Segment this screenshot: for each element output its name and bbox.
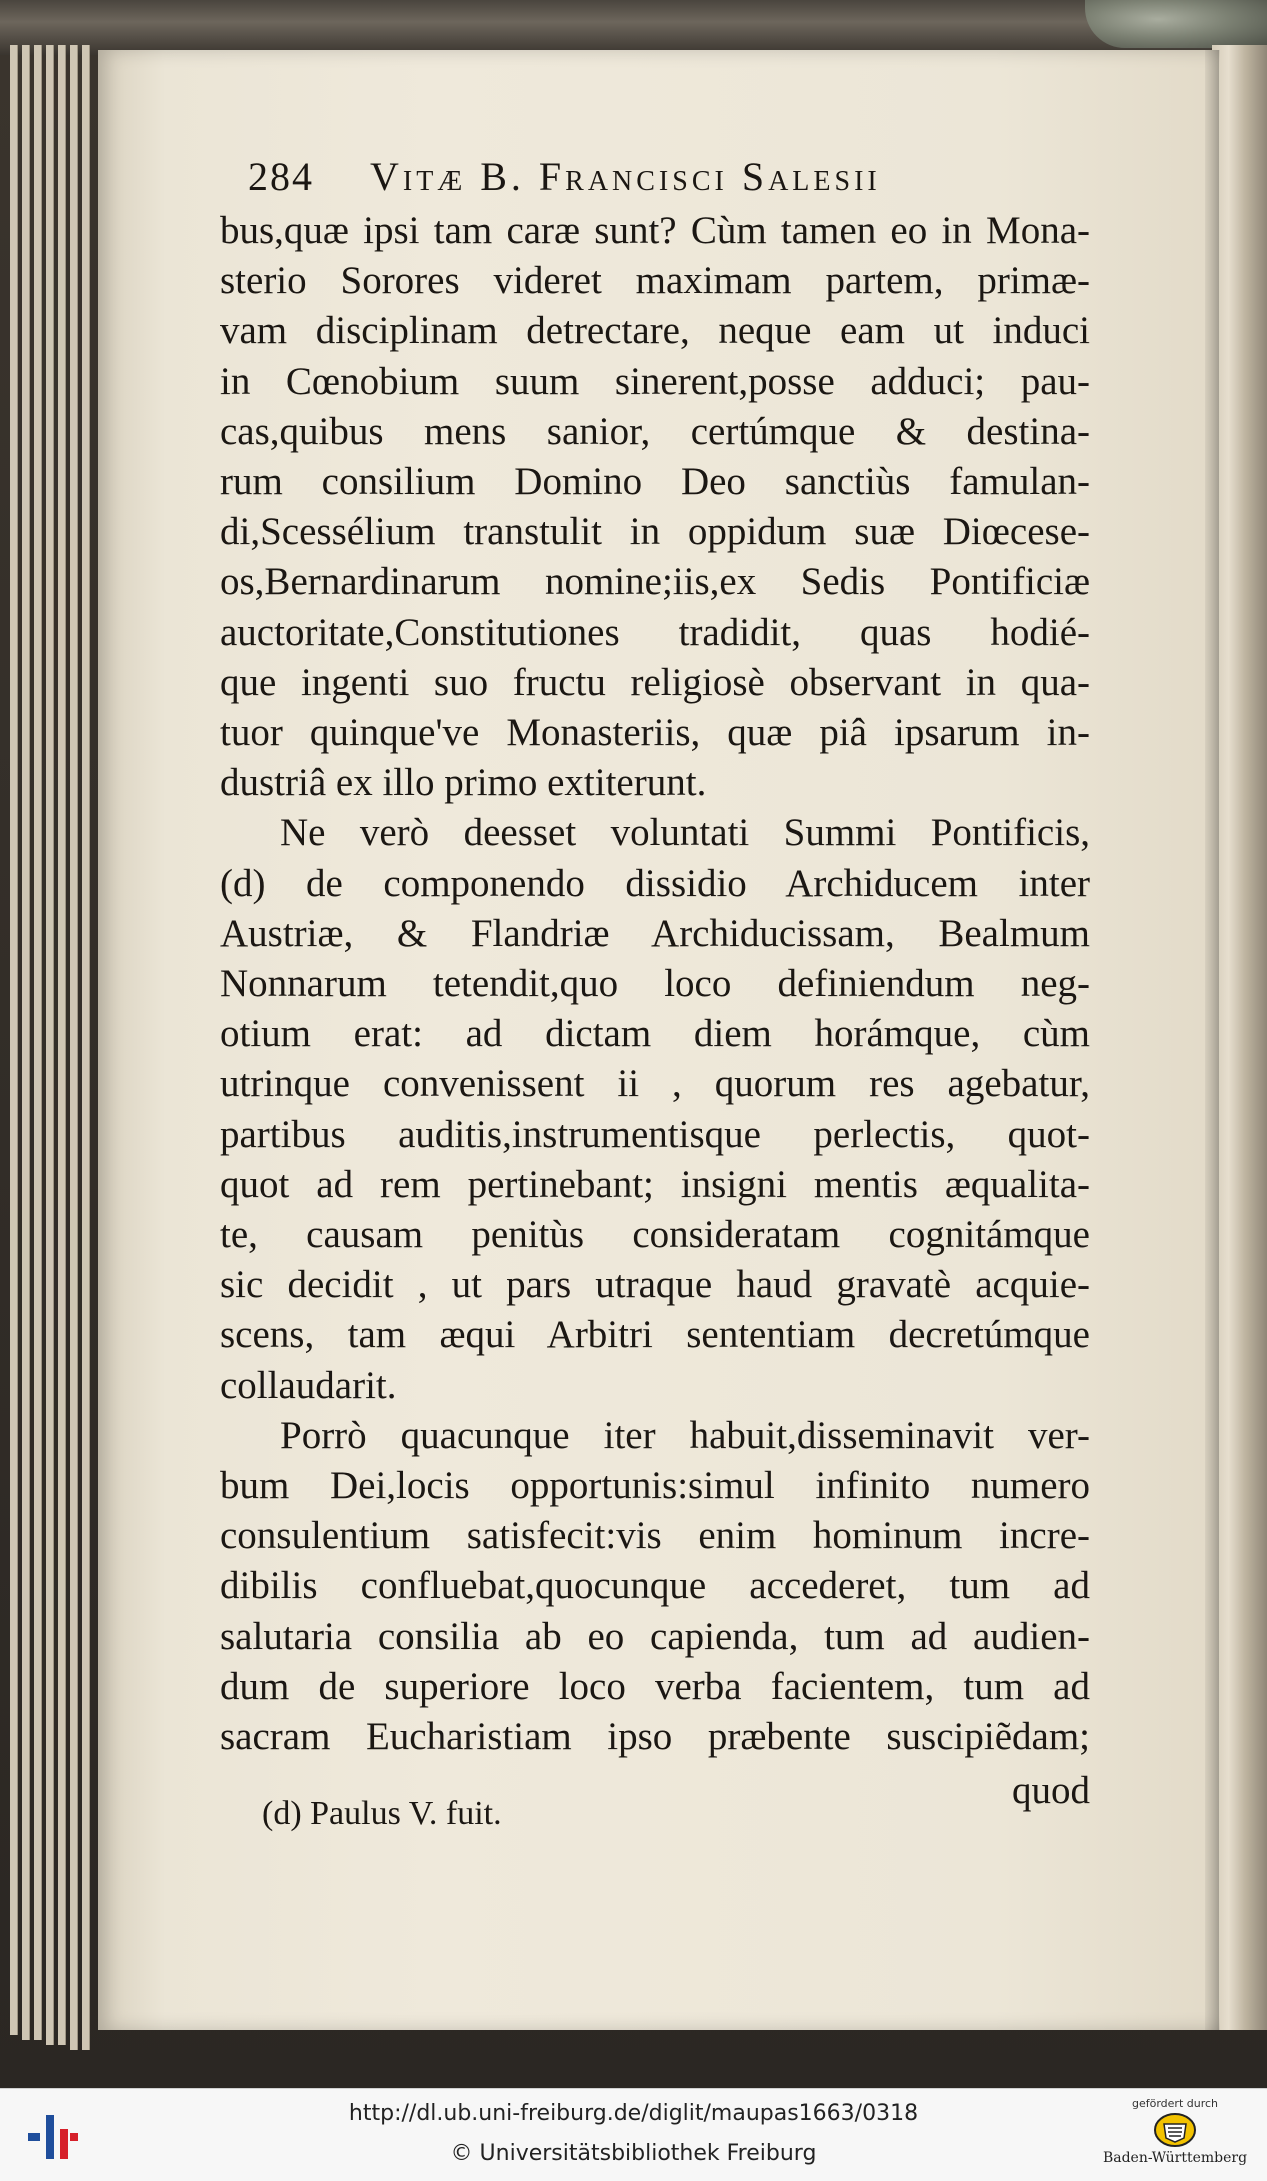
catchword: quod xyxy=(1012,1769,1090,1813)
text-line: auctoritate,Constitutiones tradidit, quas hodié- xyxy=(220,610,1090,654)
text-line: cas,quibus mens sanior, certúmque & destina- xyxy=(220,409,1090,453)
funder-name: Baden-Württemberg xyxy=(1102,2150,1248,2166)
page-edge xyxy=(58,45,66,2045)
text-line: scens, tam æqui Arbitri sententiam decretúmque xyxy=(220,1313,1090,1357)
text-line: sacram Eucharistiam ipso præbente suscipiẽdam; xyxy=(220,1715,1090,1759)
book-clasp xyxy=(1085,0,1267,48)
text-line: (d) de componendo dissidio Archiducem inter xyxy=(220,861,1090,905)
text-line: bus,quæ ipsi tam caræ sunt? Cùm tamen eo in Mona- xyxy=(220,209,1090,252)
text-line: collaudarit. xyxy=(220,1363,397,1407)
text-line: Porrò quacunque iter habuit,disseminavit ver- xyxy=(280,1413,1090,1457)
state-seal-icon xyxy=(1154,2112,1196,2148)
text-line: os,Bernardinarum nomine;iis,ex Sedis Pontificiæ xyxy=(220,560,1090,604)
text-line: que ingenti suo fructu religiosè observant in qua- xyxy=(220,660,1090,704)
text-line: dibilis confluebat,quocunque accederet, tum ad xyxy=(220,1564,1090,1608)
text-line: di,Scessélium transtulit in oppidum suæ Diœcese- xyxy=(220,510,1090,554)
text-line: partibus auditis,instrumentisque perlectis, quot- xyxy=(220,1112,1090,1156)
footnote: (d) Paulus V. fuit. xyxy=(262,1795,502,1832)
text-line: vam disciplinam detrectare, neque eam ut induci xyxy=(220,309,1090,353)
text-line: te, causam penitùs consideratam cognitámque xyxy=(220,1213,1090,1257)
text-line: consulentium satisfecit:vis enim hominum incre- xyxy=(220,1514,1090,1558)
page-edge xyxy=(70,45,78,2050)
facing-page-edge xyxy=(1212,45,1267,2030)
text-line: Ne verò deesset voluntati Summi Pontificis, xyxy=(280,811,1090,855)
page-edge xyxy=(10,45,18,2035)
text-line: bum Dei,locis opportunis:simul infinito numero xyxy=(220,1464,1090,1508)
text-line: utrinque convenissent ii , quorum res agebatur, xyxy=(220,1062,1090,1106)
running-head xyxy=(220,150,1090,206)
page-gutter xyxy=(1205,50,1219,2030)
page-text xyxy=(220,150,1090,1817)
text-line: dum de superiore loco verba facientem, tum ad xyxy=(220,1664,1090,1708)
text-line: sic decidit , ut pars utraque haud gravatè acquie- xyxy=(220,1263,1090,1307)
funder-badge[interactable] xyxy=(1100,2097,1250,2166)
text-line: Nonnarum tetendit,quo loco definiendum neg- xyxy=(220,962,1090,1006)
page-edge xyxy=(46,45,54,2045)
document-url-link[interactable]: http://dl.ub.uni-freiburg.de/diglit/maupas1663/0318 xyxy=(348,2101,919,2126)
viewer-footer xyxy=(0,2088,1267,2181)
text-line: quot ad rem pertinebant; insigni mentis æqualita- xyxy=(220,1162,1090,1206)
text-line: Austriæ, & Flandriæ Archiducissam, Bealmum xyxy=(220,911,1090,955)
text-line: tuor quinque've Monasteriis, quæ piâ ipsarum in- xyxy=(220,711,1090,755)
copyright-text: © Universitätsbibliothek Freiburg xyxy=(450,2141,817,2166)
text-line: dustriâ ex illo primo extiterunt. xyxy=(220,761,707,805)
page-edge xyxy=(22,45,30,2040)
text-line: sterio Sorores videret maximam partem, primæ- xyxy=(220,259,1090,303)
text-line: in Cœnobium suum sinerent,posse adduci; pau- xyxy=(220,359,1090,403)
text-line: salutaria consilia ab eo capienda, tum ad audien- xyxy=(220,1614,1090,1658)
page-edge xyxy=(34,45,42,2040)
page-number: 284 xyxy=(248,154,314,199)
text-line: otium erat: ad dictam diem horámque, cùm xyxy=(220,1012,1090,1056)
funder-label: gefördert durch xyxy=(1131,2097,1219,2110)
body-text xyxy=(220,206,1090,1817)
text-line: rum consilium Domino Deo sanctiùs famulan- xyxy=(220,460,1090,504)
book-top-edge xyxy=(0,0,1267,55)
page-edge xyxy=(82,45,90,2050)
running-title: Vitæ B. Francisci Salesii xyxy=(370,154,881,199)
